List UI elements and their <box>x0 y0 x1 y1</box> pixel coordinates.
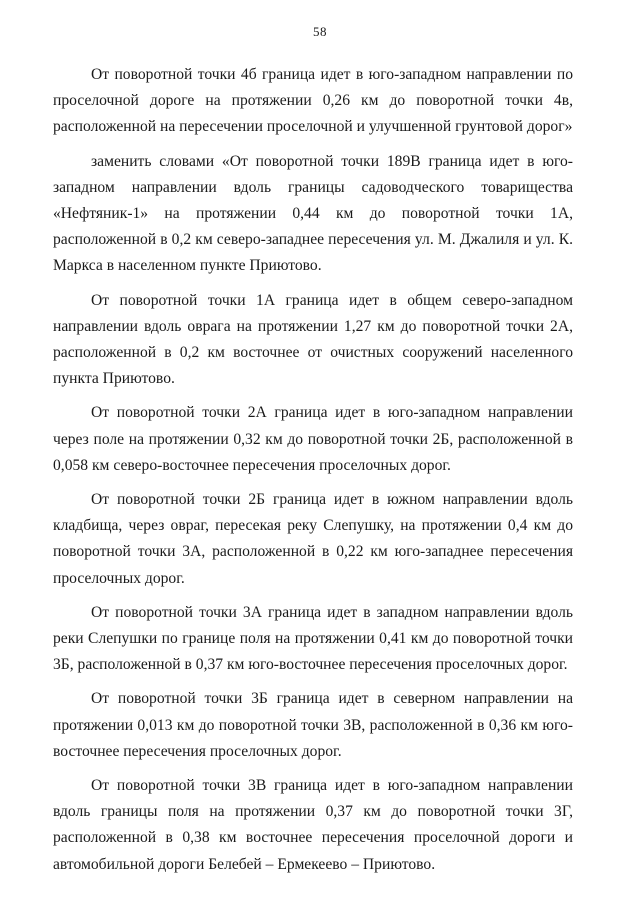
paragraph-6: От поворотной точки 3А граница идет в западном направлении вдоль реки Слепушки по границе поля на протяжении 0,41 км до поворотной точки 3Б, расположенной в 0,37 км юго-восточнее пересечения проселочных дорог. <box>53 603 573 674</box>
paragraph-3: От поворотной точки 1А граница идет в общем северо-западном направлении вдоль оврага на протяжении 1,27 км до поворотной точки 2А, расположенной в 0,2 км восточнее от очистных сооружений населенного пункта Приютово. <box>53 291 573 388</box>
page-number: 58 <box>313 24 327 39</box>
paragraph-7: От поворотной точки 3Б граница идет в северном направлении на протяжении 0,013 км до поворотной точки 3В, расположенной в 0,36 км юго-восточнее пересечения проселочных дорог. <box>53 690 573 760</box>
paragraph-2: заменить словами «От поворотной точки 189В граница идет в юго-западном направлении вдоль границы садоводческого товарищества «Нефтяник-1» на протяжении 0,44 км до поворотной точки 1А, расположенной в 0,2 км северо-западнее пересечения ул. М. Джалиля и ул. К. Маркса в населенном пункте Приютово. <box>53 152 573 275</box>
paragraph-1: От поворотной точки 4б граница идет в юго-западном направлении по проселочной дороге на протяжении 0,26 км до поворотной точки 4в, расположенной на пересечении проселочной и улучшенной грунтовой дорог» <box>53 66 573 136</box>
paragraph-5: От поворотной точки 2Б граница идет в южном направлении вдоль кладбища, через овраг, пересекая реку Слепушку, на протяжении 0,4 км до поворотной точки 3А, расположенной в 0,22 км юго-западнее пересечения проселочных дорог. <box>53 491 573 587</box>
paragraph-4: От поворотной точки 2А граница идет в юго-западном направлении через поле на протяжении 0,32 км до поворотной точки 2Б, расположенной в 0,058 км северо-восточнее пересечения проселочных дорог. <box>53 404 573 474</box>
paragraph-8: От поворотной точки 3В граница идет в юго-западном направлении вдоль границы поля на протяжении 0,37 км до поворотной точки 3Г, расположенной в 0,38 км восточнее пересечения проселочной дороги и автомобильной дороги Белебей – Ермекеево – Приютово. <box>53 777 573 873</box>
document-body <box>53 62 573 878</box>
